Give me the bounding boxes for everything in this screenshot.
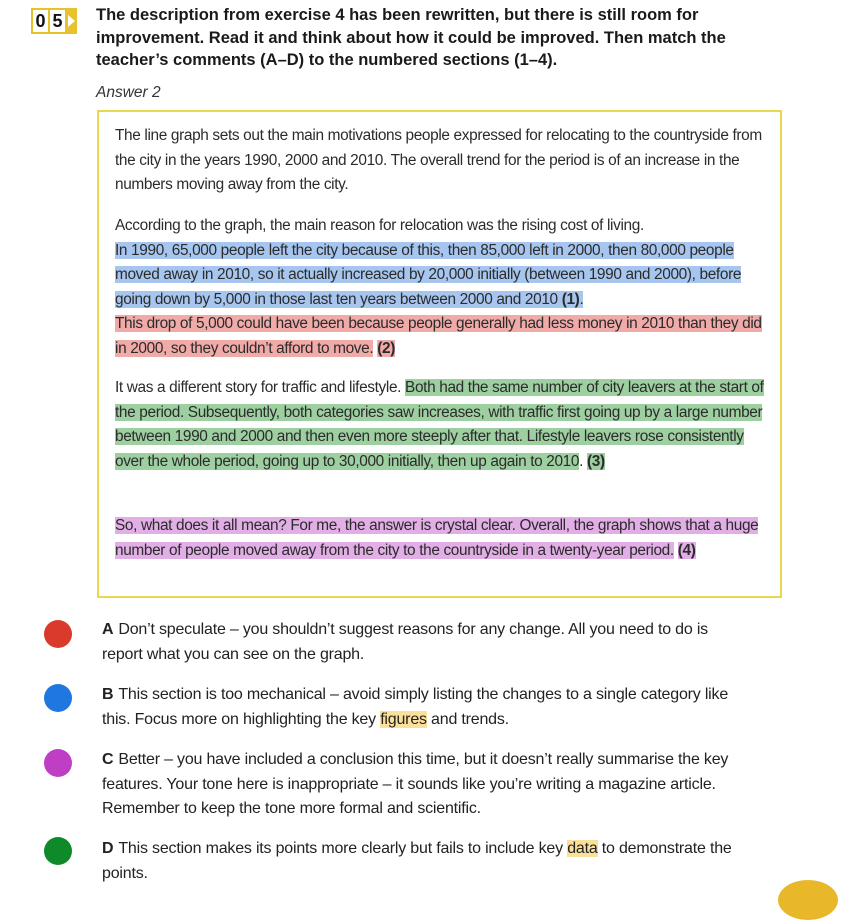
purple-dot-icon	[44, 749, 72, 777]
comment-letter: B	[102, 686, 114, 703]
green-dot-icon	[44, 837, 72, 865]
answer-paragraph-conclusion	[115, 514, 765, 563]
section-3-marker: (3)	[586, 452, 605, 470]
answer-paragraph-intro: The line graph sets out the main motivations people expressed for relocating to the countryside from the city in the years 1990, 2000 and 2010. The overall trend for the period is of an increase in the numbers moving away from the city.	[115, 127, 762, 193]
answer-paragraph-traffic-lifestyle: It was a different story for traffic and lifestyle. Both had the same number of city leavers at the start of the period. Subsequently, both categories saw increases, with traffic first going up by a large number between 1990 and 2000 and then even more steeply after that. Lifestyle leavers rose consistently over the whole period, going up to 30,000 initially, then up again to 2010. (3)	[115, 379, 764, 470]
red-dot-icon	[44, 620, 72, 648]
comment-text: C Better – you have included a conclusion this time, but it doesn’t really summarise the key features. Your tone here is inappropriate – it sounds like you’re writing a magazine article. Remember to keep the tone more formal and scientific.	[102, 751, 729, 817]
section-4-marker: (4)	[677, 541, 696, 559]
comment-letter: A	[102, 621, 114, 638]
exercise-digit: 5	[50, 10, 65, 32]
blue-dot-icon	[44, 684, 72, 712]
answer-label: Answer 2	[96, 84, 161, 101]
paragraph-text: It was a different story for traffic and lifestyle.	[115, 379, 402, 396]
section-3-highlight: Both had the same number of city leavers at the start of the period. Subsequently, both categories saw increases, with traffic first going up by a large number between 1990 and 2000 and then even more steeply after that. Lifestyle leavers rose consistently over the whole period, going up to 30,000 initially, then up again to 2010	[115, 379, 764, 470]
highlighted-word: data	[567, 840, 598, 857]
comment-text: D This section makes its points more clearly but fails to include key data to demonstrate the points.	[102, 840, 732, 882]
play-arrow-icon	[67, 10, 77, 32]
comment-text: A Don’t speculate – you shouldn’t suggest reasons for any change. All you need to do is report what you can see on the graph.	[102, 621, 708, 663]
section-2-highlight: This drop of 5,000 could have been because people generally had less money in 2010 than they did in 2000, so they couldn’t afford to move.	[115, 315, 762, 357]
highlighted-word: figures	[380, 710, 427, 728]
section-1-marker: (1)	[561, 290, 580, 308]
paragraph-text: According to the graph, the main reason for relocation was the rising cost of living.	[115, 217, 644, 234]
answer-text-box	[97, 110, 782, 598]
page-corner-tab	[778, 880, 838, 920]
comment-letter: D	[102, 840, 114, 857]
exercise-digit: 0	[33, 10, 48, 32]
exercise-instruction: The description from exercise 4 has been rewritten, but there is still room for improvement. Read it and think about how it could be improved. Then match the teacher’s comments (A–D) to the numbered sections (1–4).	[96, 6, 726, 69]
answer-paragraph-cost-of-living: According to the graph, the main reason for relocation was the rising cost of living. In 1990, 65,000 people left the city because of this, then 85,000 left in 2000, then 80,000 people moved away in 2010, so it actually increased by 20,000 initially (between 1990 and 2000), before going down by 5,000 in those last ten years between 2000 and 2010 (1). This drop of 5,000 could have been because people generally had less money in 2010 than they did in 2000, so they couldn’t afford to move. (2)	[115, 217, 762, 357]
section-4-highlight: So, what does it all mean? For me, the answer is crystal clear. Overall, the graph shows that a huge number of people moved away from the city to the countryside in a twenty-year period.	[115, 517, 759, 559]
exercise-number-badge	[31, 8, 77, 34]
comment-text: B This section is too mechanical – avoid simply listing the changes to a single category like this. Focus more on highlighting the key figures and trends.	[102, 686, 729, 728]
section-2-marker: (2)	[377, 339, 395, 357]
section-1-highlight: In 1990, 65,000 people left the city because of this, then 85,000 left in 2000, then 80,000 people moved away in 2010, so it actually increased by 20,000 initially (between 1990 and 2000), before going down by 5,000 in those last ten years between 2000 and 2010	[115, 241, 742, 308]
comment-letter: C	[102, 751, 114, 768]
